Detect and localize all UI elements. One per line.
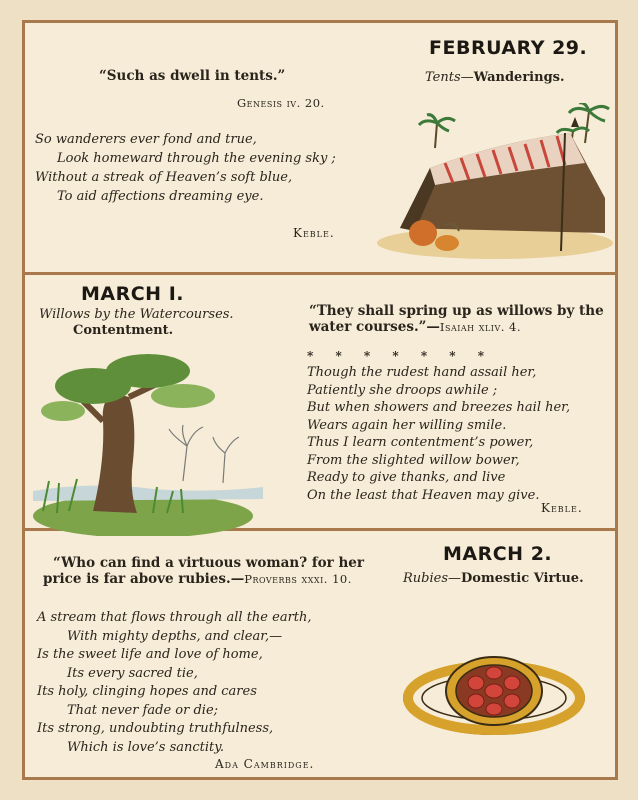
entry-subject-virtue: Contentment. xyxy=(73,323,174,338)
poem-line: Without a streak of Heaven’s soft blue, xyxy=(35,170,293,185)
entry-date: MARCH 2. xyxy=(443,543,553,565)
poem xyxy=(307,364,570,504)
poem xyxy=(35,130,336,206)
scripture-reference: Genesis iv. 20. xyxy=(237,96,325,110)
poem-line: From the slighted willow bower, xyxy=(307,452,520,468)
poem-line: Its holy, clinging hopes and cares xyxy=(37,684,257,699)
poem-author: Keble. xyxy=(541,501,583,515)
tent-illustration xyxy=(375,103,615,263)
poem-line: Wears again her willing smile. xyxy=(307,417,507,433)
poem-line: That never fade or die; xyxy=(67,702,219,718)
scripture-quote: “They shall spring up as willows by the water courses.”—Isaiah xliv. 4. xyxy=(309,303,604,335)
poem-line: Ready to give thanks, and live xyxy=(307,470,506,485)
entry-march-1 xyxy=(25,275,615,531)
poem-line: Which is love’s sanctity. xyxy=(67,739,225,755)
poem-author: Ada Cambridge. xyxy=(215,757,315,771)
entry-subject: Tents—Wanderings. xyxy=(425,70,565,85)
calendar-page xyxy=(22,20,618,780)
poem-line: But when showers and breezes hail her, xyxy=(307,400,571,415)
poem-line: With mighty depths, and clear,— xyxy=(67,628,283,644)
entry-february-29 xyxy=(25,23,615,275)
poem-line: A stream that flows through all the earth, xyxy=(37,610,312,625)
distant-willow-icon xyxy=(169,425,239,483)
poem-line: Its every sacred tie, xyxy=(67,665,198,681)
poem-line: Is the sweet life and love of home, xyxy=(37,647,263,662)
entry-date: FEBRUARY 29. xyxy=(429,37,588,59)
scripture-quote: “Who can find a virtuous woman? for her price is far above rubies.—Proverbs xxxi. 10. xyxy=(43,555,365,587)
poem-line: So wanderers ever fond and true, xyxy=(35,132,257,147)
poem-line: On the least that Heaven may give. xyxy=(307,487,540,503)
entry-subject: Willows by the Watercourses. xyxy=(39,307,234,322)
poem-author: Keble. xyxy=(293,226,335,240)
scripture-quote: “Such as dwell in tents.” xyxy=(99,68,286,84)
willow-illustration xyxy=(33,341,263,536)
scripture-reference: Proverbs xxxi. 10. xyxy=(244,572,352,586)
scripture-reference: Isaiah xliv. 4. xyxy=(439,320,522,334)
poem-line: Patiently she droops awhile ; xyxy=(307,382,498,398)
poem xyxy=(37,609,312,757)
poem-line: Thus I learn contentment’s power, xyxy=(307,435,534,450)
section-divider-stars: * * * * * * * xyxy=(307,349,484,363)
poem-line: Its strong, undoubting truthfulness, xyxy=(37,721,274,736)
entry-date: MARCH I. xyxy=(81,283,184,305)
entry-march-2 xyxy=(25,531,615,777)
poem-line: To aid affections dreaming eye. xyxy=(57,189,264,204)
poem-line: Look homeward through the evening sky ; xyxy=(57,151,336,166)
poem-line: Though the rudest hand assail her, xyxy=(307,365,537,380)
entry-subject: Rubies—Domestic Virtue. xyxy=(403,571,584,586)
ruby-ring-illustration xyxy=(399,643,589,753)
